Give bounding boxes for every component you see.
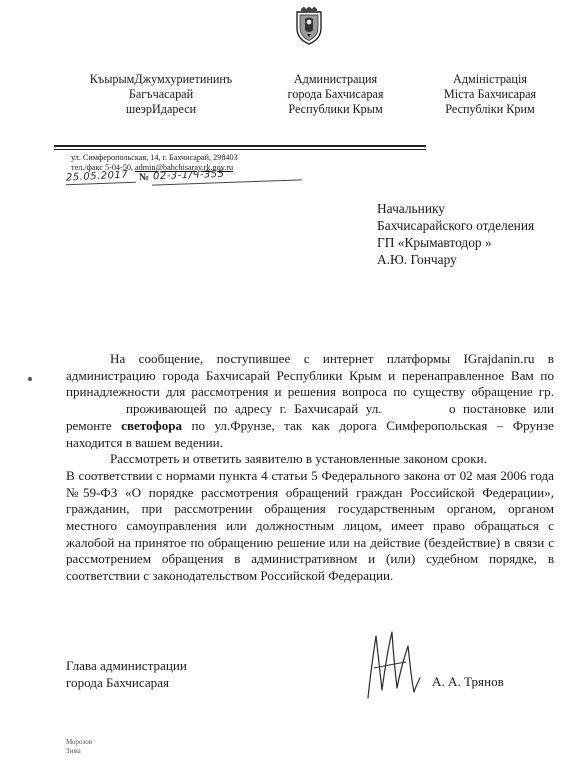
- registration-line: [65, 168, 302, 185]
- signer-name: А. А. Трянов: [432, 674, 504, 689]
- addressee-line2: Бахчисарайского отделения: [377, 218, 535, 233]
- header-ua-line1: Адміністрація: [453, 72, 527, 86]
- registration-number: 02-3-1/Ч-355: [152, 168, 225, 183]
- header-divider-thick: [54, 145, 426, 147]
- letter-body: [66, 351, 554, 585]
- header-crimean-tatar: [76, 72, 246, 117]
- addressee-line1: Начальнику: [377, 201, 446, 216]
- body-paragraph-2: Рассмотреть и ответить заявителю в установленные законом сроки.: [110, 451, 487, 467]
- margin-mark: [28, 377, 32, 381]
- header-ru-line1: Администрация: [293, 72, 378, 86]
- body-p1-part-a: На сообщение, поступившее с интернет платформы IGrajdanin.ru в администрацию города Бахчисарай Республики Крым и перенаправленное Вам по принадлежности для рассмотрения и решения вопроса по существу обращение гр.: [66, 351, 554, 400]
- body-paragraph-3: В соответствии с нормами пункта 4 статьи 5 Федерального закона от 02 мая 2006 года №59-ФЗ «О порядке рассмотрения обращений граждан Российской Федерации», гражданин, при рассмотрении обращения государственным органом, органом местного самоуправления или должностным лицом, имеет право обращаться с жалобой на принятое по обращению решение или на действие (бездействие) в связи с рассмотрением обращения в административном и (или) судебном порядке, в соответствии с законодательством Российской Федерации.: [66, 467, 554, 584]
- addressee-line4: А.Ю. Гончару: [377, 252, 457, 267]
- addressee-line3: ГП «Крымавтодор »: [377, 235, 492, 250]
- body-p1-part-c: по адресу г. Бахчисарай ул.: [213, 401, 382, 417]
- addressee-block: [377, 200, 534, 268]
- body-p1-part-e: по ул.Фрунзе, так как дорога Симферопольская – Фрунзе находится в вашем ведении.: [66, 417, 554, 450]
- header-crh-line1: КъырымДжумхуриетининъ: [89, 72, 233, 86]
- body-p1-part-d: о постановке или ремонте: [66, 401, 554, 433]
- body-paragraph-1: [66, 351, 554, 451]
- executor-line1: Морозов: [66, 738, 93, 746]
- header-ru-line2: города Бахчисарая: [287, 87, 384, 101]
- header-crh-line2: Багъчасарай: [128, 87, 194, 101]
- registration-date: 25.05.2017: [65, 169, 129, 184]
- handwritten-signature: [360, 628, 424, 704]
- contacts-email-link[interactable]: admin@bahchisaray.rk.gov.ru: [135, 163, 234, 172]
- signer-title: [66, 658, 187, 691]
- signer-title-line2: города Бахчисарая: [66, 674, 170, 690]
- executor-block: [66, 738, 92, 756]
- header-russian: [263, 72, 408, 117]
- coat-of-arms-icon: [293, 6, 325, 46]
- body-p1-bold-word: светофора: [121, 417, 183, 433]
- header-ua-line3: Республіки Крим: [445, 102, 535, 116]
- contacts-phone: тел./факс 5-04-50,: [71, 163, 136, 172]
- header-crh-line3: шеэрИдареси: [125, 102, 197, 116]
- registration-number-label: №: [139, 172, 150, 183]
- header-ukrainian: [420, 72, 560, 117]
- header-ua-line2: Міста Бахчисарая: [443, 87, 537, 101]
- contacts-address: ул. Симферопольская, 14, г. Бахчисарай, 298403: [71, 153, 238, 162]
- executor-line2: Зима: [66, 747, 81, 755]
- body-p1-part-b: проживающей: [126, 401, 207, 417]
- header-ru-line3: Республики Крым: [288, 102, 383, 116]
- signer-title-line1: Глава администрации: [66, 658, 187, 673]
- header-divider-thin: [54, 149, 426, 150]
